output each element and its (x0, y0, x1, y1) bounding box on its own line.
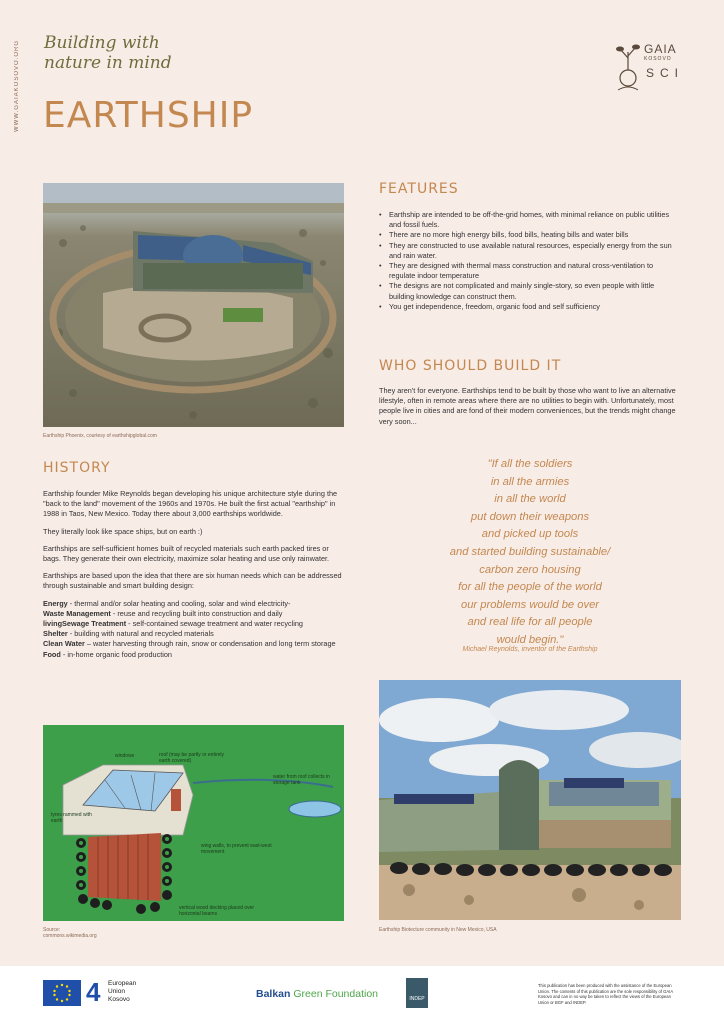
need-item (43, 599, 344, 609)
history-paragraph: Earthship founder Mike Reynolds began developing his unique architecture style during the "back to the land" movement of the 1960s and 1970s. He built the first actual "earthship" in 1988 in Taos, New Mexico. Today there about 3,000 earthships worldwide. (43, 489, 338, 519)
history-paragraph: Earthships are self-sufficient homes built of recycled materials such earth packed tires or bags. They generate their own electricity, maximize solar heating and use only rainwater. (43, 543, 330, 564)
list-item: • Earthship are intended to be off-the-grid homes, with minimal reliance on public utilities and fossil fuels. (379, 210, 681, 230)
photo2-caption: Earthship Biotecture community in New Mexico, USA (379, 927, 497, 933)
need-item (43, 629, 344, 639)
quote-line: put down their weapons (470, 510, 590, 523)
earthship-diagram (43, 725, 344, 921)
indep-logo: INDEP (406, 978, 428, 1008)
label-windows: windows (115, 753, 135, 759)
quote-line: would begin." (496, 633, 564, 646)
footer (0, 966, 724, 1024)
quote-line: in all the armies (490, 475, 570, 488)
need-desc: - self-contained sewage treatment and water recycling (126, 619, 303, 629)
label-water: water from roof collects in storage tank (273, 774, 330, 786)
need-term: Shelter (43, 629, 68, 639)
label-decking: vertical wood decking placed over horizontal beams (179, 905, 255, 917)
quote-author: Michael Reynolds, inventor of the Earthship (462, 646, 598, 653)
quote-line: "If all the soldiers (487, 458, 573, 470)
tagline-line2: nature in mind (44, 53, 172, 73)
need-desc: - thermal and/or solar heating and cooling, solar and wind electricity- (67, 598, 291, 608)
bgf-word: Foundation (325, 988, 379, 1000)
earthship-phoenix-photo (43, 183, 344, 427)
list-item: • The designs are not complicated and mainly single-story, so even people with little building knowledge can construct them. (379, 281, 681, 301)
list-item: • They are designed with thermal mass construction and natural cross-ventilation to regulate indoor temperature (379, 261, 681, 281)
features-heading: FEATURES (379, 181, 459, 197)
list-item: • There are no more high energy bills, food bills, heating bills and water bills (379, 230, 681, 240)
quote-line: and started building sustainable/ (449, 545, 611, 558)
need-item (43, 650, 344, 660)
need-desc: - reuse and recycling built into construction and daily (110, 608, 283, 618)
need-term: Clean Water (43, 639, 85, 649)
reynolds-quote (398, 456, 662, 650)
logo-word: GAIA (644, 42, 677, 56)
history-paragraph: They literally look like space ships, but on earth :) (43, 526, 203, 536)
page-title: EARTHSHIP (43, 95, 254, 136)
logo-sub: KOSOVO (644, 56, 672, 62)
quote-line: for all the people of the world (458, 581, 602, 594)
quote-line: in all the world (494, 493, 566, 506)
history-heading: HISTORY (43, 460, 111, 476)
balkan-green-foundation-logo (256, 988, 378, 1000)
history-text (43, 489, 344, 660)
who-heading: WHO SHOULD BUILD IT (379, 358, 562, 374)
need-desc: – water harvesting through rain, snow or condensation and long term storage (84, 639, 336, 649)
eu-kosovo-text (108, 980, 136, 1004)
eu-flag-icon (43, 980, 81, 1006)
quote-line: and picked up tools (481, 528, 579, 541)
logo-sci: SCI (646, 66, 685, 80)
need-item (43, 639, 344, 649)
tagline (44, 33, 172, 73)
quote-line: and real life for all people (467, 616, 593, 629)
k4-logo: 4 (86, 977, 101, 1007)
need-term: Food (43, 649, 61, 659)
need-term: Waste Management (43, 608, 111, 618)
eu-line: Union (108, 988, 125, 995)
earthship-community-photo (379, 680, 681, 920)
quote-line: carbon zero housing (479, 563, 581, 576)
need-term: Energy (43, 598, 68, 608)
need-item (43, 619, 344, 629)
tagline-line1: Building with (44, 33, 160, 53)
eu-disclaimer: This publication has been produced with the assistance of the European Union. The contents of this publication are the sole responsibility of GAIA Kosovo and can in no way be taken to reflect the views of the European Union or BGF and INDEP. (538, 983, 673, 1005)
who-text: They aren't for everyone. Earthships tend to be built by those who want to live an alternative lifestyle, often in remote areas where there are no utilities to begin with. Unfortunately, most people live in cities and are fond of their modern conveniences, but the trends might change very soon... (379, 386, 676, 426)
tree-globe-icon (614, 38, 642, 94)
need-desc: - building with natural and recycled materials (67, 629, 214, 639)
list-item: • They are constructed to use available natural resources, especially energy from the sun and rain water. (379, 241, 681, 261)
bgf-word: Balkan (256, 988, 294, 1000)
need-item (43, 609, 344, 619)
source-line: Source: (43, 927, 61, 933)
needs-list (43, 599, 344, 660)
label-tyres: tyres rammed with earth (51, 812, 92, 824)
bgf-word: Green (293, 988, 326, 1000)
diagram-source (43, 927, 97, 939)
need-term: livingSewage Treatment (43, 619, 127, 629)
need-desc: - in-home organic food production (60, 649, 172, 659)
eu-line: European (108, 980, 137, 987)
eu-line: Kosovo (108, 996, 130, 1003)
photo1-caption: Earthship Phoenix, courtesy of earthshipglobal.com (43, 433, 157, 439)
label-wing: wing walls, to prevent east-west movement (201, 843, 272, 855)
website-url: WWW.GAIAKOSOVO.ORG (14, 40, 20, 133)
label-roof: roof (may be partly or entirely earth covered) (159, 752, 225, 764)
gaia-logo (614, 38, 690, 96)
quote-line: our problems would be over (460, 598, 600, 611)
source-line: commons.wikimedia.org (43, 933, 97, 939)
history-paragraph: Earthships are based upon the idea that there are six human needs which can be addressed through sustainable and smart building design: (43, 571, 342, 591)
list-item: • You get independence, freedom, organic food and self sufficiency (379, 302, 681, 312)
features-list (379, 210, 681, 312)
